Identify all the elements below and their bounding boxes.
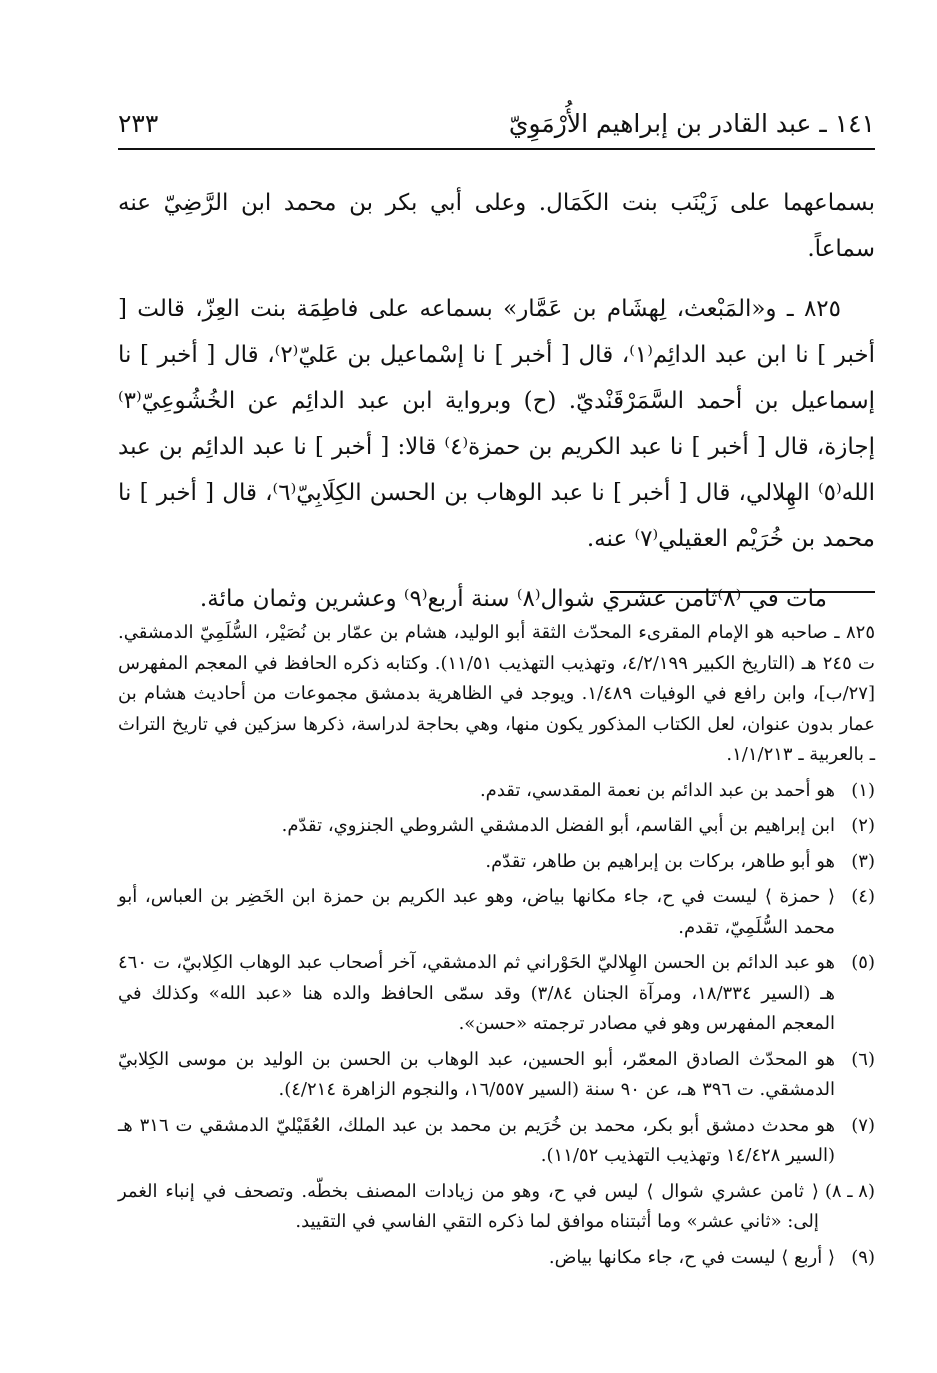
paragraph-continuation: بسماعهما على زَيْنَب بنت الكَمَال. وعلى أبي بكر بن محمد ابن الرَّضِيّ عنه سماعاً. (118, 190, 875, 262)
paragraph-entry-825: ٨٢٥ ـ و«المَبْعث، لِهشَام بن عَمَّار» بسماعه على فاطِمَة بنت العِزّ، قالت [ أخبر ] نا ابن عبد الدائِم⁽١⁾، قال [ أخبر ] نا إسْماعيل بن عَليّ⁽٢⁾، قال [ أخبر ] نا إسماعيل بن أحمد السَّمَرْقَنْديّ. (ح) وبرواية ابن عبد الدائِم عن الخُشُوعِيّ⁽٣⁾ إجازة، قال [ أخبر ] نا عبد الكريم بن حمزة⁽٤⁾ قالا: [ أخبر ] نا عبد الدائِم بن عبد الله⁽٥⁾ الهِلالي، قال [ أخبر ] نا عبد الوهاب بن الحسن الكِلَابِيّ⁽٦⁾، قال [ أخبر ] نا محمد بن خُرَيْم العقيلي⁽٧⁾ عنه. (118, 296, 876, 552)
footnote-text: هو المحدّث الصادق المعمّر، أبو الحسين، عبد الوهاب بن الحسن بن الوليد بن موسى الكِلابيّ الدمشقي. ت ٣٩٦ هـ، عن ٩٠ سنة (السير ١٦/٥٥٧، والنجوم الزاهرة ٤/٢١٤). (118, 1048, 835, 1100)
footnote-text: ⟨ ثامن عشري شوال ⟩ ليس في ح، وهو من زيادات المصنف بخطّه. وتصحف في إنباء الغمر إلى: «ثاني عشر» وما أثبتناه موافق لما ذكره التقي الفاسي في التقييد. (118, 1180, 819, 1232)
footnote-entry-825 (118, 618, 875, 771)
footnote-4 (118, 882, 875, 943)
footnote-text: هو أحمد بن عبد الدائم بن نعمة المقدسي، تقدم. (479, 779, 835, 801)
footnote-number: (٦) (851, 1048, 875, 1070)
footnote-text: هو محدث دمشق أبو بكر، محمد بن خُرَيم بن محمد بن عبد الملك، العُقَيْليّ الدمشقي ت ٣١٦ هـ (السير ١٤/٤٢٨ وتهذيب التهذيب ١١/٥٢). (118, 1114, 835, 1166)
footnote-text: ⟨ حمزة ⟩ ليست في ح، جاء مكانها بياض، وهو عبد الكريم بن حمزة ابن الخَضِر بن العباس، أبو محمد السُّلَمِيّ، تقدم. (118, 886, 835, 938)
footnote-number: (٢) (851, 815, 875, 836)
footnote-number: (٥) (851, 952, 875, 973)
footnote-8 (118, 1177, 875, 1238)
paragraph-death-date: مات في ⁽٨⁾ثامن عشري شوال⁽٨⁾ سنة أربع⁽٩⁾ وعشرين وثمان مائة. (199, 586, 827, 612)
main-text (118, 180, 875, 622)
footnote-1 (118, 776, 875, 807)
footnote-2 (118, 811, 875, 842)
footnote-number: (٨ ـ ٨) (824, 1180, 875, 1202)
header-rule (118, 148, 875, 150)
footnote-number: (٤) (851, 886, 875, 907)
footnote-number: (٧) (851, 1114, 875, 1136)
footnote-text: هو عبد الدائم بن الحسن الهِلاليّ الحَوْراني ثم الدمشقي، آخر أصحاب عبد الوهاب الكِلابيّ، ت ٤٦٠ هـ (السير ١٨/٣٣٤، ومرآة الجنان ٣/٨٤) وقد سمّى الحافظ والده هنا «عبد الله» وكذلك في المعجم المفهرس وهو في مصادر ترجمته «حسن». (118, 952, 835, 1034)
footnote-text: ابن إبراهيم بن أبي القاسم، أبو الفضل الدمشقي الشروطي الجنزوي، تقدّم. (281, 815, 835, 836)
footnote-6 (118, 1045, 875, 1106)
footnote-7 (118, 1111, 875, 1172)
page-number: ٢٣٣ (118, 109, 159, 138)
running-title: ١٤١ ـ عبد القادر بن إبراهيم الأُرْمَوِيّ (508, 109, 875, 138)
footnote-number: (٩) (851, 1246, 875, 1268)
footnote-text: ⟨ أربع ⟩ ليست في ح، جاء مكانها بياض. (548, 1246, 835, 1268)
footnote-3 (118, 847, 875, 878)
footnote-5 (118, 948, 875, 1040)
footnote-number: (٣) (851, 850, 875, 872)
footnotes (118, 618, 875, 1278)
footnote-number: (١) (851, 779, 875, 801)
footnote-text: ٨٢٥ ـ صاحبه هو الإمام المقرىء المحدّث الثقة أبو الوليد، هشام بن عمّار بن نُصَيْر، السُّلَمِيّ الدمشقي. ت ٢٤٥ هـ (التاريخ الكبير ٤/٢/١٩٩، وتهذيب التهذيب ١١/٥١). وكتابه ذكره الحافظ في المعجم المفهرس [٢٧/ب]، وابن رافع في الوفيات ١/٤٨٩. ويوجد في الظاهرية بدمشق مجموعات من أحاديث هشام بن عمار بدون عنوان، لعل الكتاب المذكور يكون منها، وهي بحاجة لدراسة، ذكرها سزكين في تاريخ التراث ـ بالعربية ـ ١/١/٢١٣. (118, 622, 876, 765)
footnote-text: هو أبو طاهر، بركات بن إبراهيم بن طاهر، تقدّم. (485, 850, 835, 872)
page-header (118, 88, 875, 138)
footnote-separator (610, 591, 875, 593)
footnote-9 (118, 1243, 875, 1274)
